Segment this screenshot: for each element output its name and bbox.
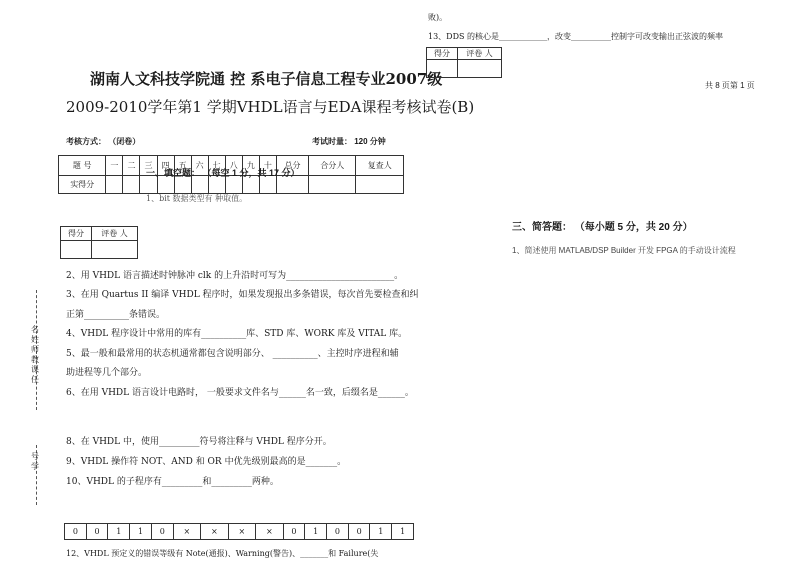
exam-time: 考试时量： 120 分钟 — [312, 137, 386, 146]
exam-method: 考核方式： （闭卷） — [66, 137, 141, 146]
page-info: 共 8 页第 1 页 — [705, 81, 755, 90]
right-grader-name-cell: 评卷 人 — [458, 48, 502, 60]
grader-name-blank[interactable] — [92, 241, 138, 259]
bit-cell: 0 — [327, 524, 349, 540]
score-header-cell: 九 — [242, 156, 259, 176]
top-fragment: 败)。 — [428, 13, 448, 22]
bit-cell: 0 — [151, 524, 173, 540]
question-13: 13、DDS 的核心是____________，改变__________控制字可改变输出正弦波的频率 — [428, 32, 724, 41]
bit-cell: × — [228, 524, 255, 540]
right-grader-box — [426, 47, 502, 78]
bit-cell: × — [256, 524, 283, 540]
bit-cell: 1 — [108, 524, 130, 540]
bit-cell: 0 — [65, 524, 87, 540]
section3-question-1: 1、简述使用 MATLAB/DSP Builder 开发 FPGA 的手动设计流程 — [512, 246, 736, 255]
section1-heading: 一、填空题： （每空 1 分，共 17 分） — [146, 168, 300, 178]
score-header-cell: 复查人 — [356, 156, 404, 176]
bit-cell: 0 — [283, 524, 305, 540]
grader-score-cell: 得分 — [61, 227, 92, 241]
title-line-2: 2009-2010学年第1 学期VHDL语言与EDA课程考核试卷(B) — [66, 98, 475, 116]
question-5-line1: 5、最一般和最常用的状态机通常都包含说明部分、 __________、主控时序进程和辅 — [66, 349, 399, 359]
score-value-cell[interactable] — [356, 176, 404, 194]
student-id-label: 号 学 — [31, 452, 39, 471]
bit-cell: 0 — [348, 524, 370, 540]
grader-box — [60, 226, 138, 259]
score-header-cell: 二 — [123, 156, 140, 176]
score-header-label: 题 号 — [59, 156, 106, 176]
bit-row — [65, 524, 414, 540]
right-grader-score-cell: 得分 — [427, 48, 458, 60]
score-value-cell[interactable] — [309, 176, 356, 194]
bit-cell: 1 — [305, 524, 327, 540]
right-grader-score-blank[interactable] — [427, 60, 458, 78]
score-header-cell: 八 — [225, 156, 242, 176]
section3-heading: 三、简答题： （每小题 5 分，共 20 分） — [512, 222, 693, 233]
bit-cell: × — [201, 524, 228, 540]
question-9: 9、VHDL 操作符 NOT、AND 和 OR 中优先级别最高的是_______。 — [66, 457, 347, 467]
bit-cell: 0 — [86, 524, 108, 540]
bit-cell: 1 — [130, 524, 152, 540]
question-8: 8、在 VHDL 中，使用_________符号将注释与 VHDL 程序分开。 — [66, 437, 332, 447]
question-6: 6、在用 VHDL 语言设计电路时， 一般要求文件名与______名一致，后缀名是______。 — [66, 388, 414, 398]
question-3-line2: 正第__________条错误。 — [66, 310, 166, 320]
question-10: 10、VHDL 的子程序有_________和_________两种。 — [66, 477, 279, 487]
score-header-cell: 七 — [208, 156, 225, 176]
bit-table — [64, 523, 414, 540]
score-header-cell: 合分人 — [309, 156, 356, 176]
question-4: 4、VHDL 程序设计中常用的库有__________库、STD 库、WORK 库及 VITAL 库。 — [66, 329, 408, 339]
score-header-cell: 六 — [191, 156, 208, 176]
score-value-cell[interactable] — [106, 176, 123, 194]
teacher-name-label: 名 姓 师教课任 — [31, 325, 39, 384]
score-value-cell[interactable] — [123, 176, 140, 194]
grader-score-blank[interactable] — [61, 241, 92, 259]
score-header-cell: 十 — [259, 156, 276, 176]
score-header-cell: 三 — [140, 156, 157, 176]
grader-name-cell: 评卷 人 — [92, 227, 138, 241]
question-12: 12、VHDL 预定义的错误等级有 Note(通报)、Warning(警告)、_______和 Failure(失 — [66, 549, 379, 558]
question-2: 2、用 VHDL 语言描述时钟脉冲 clk 的上升沿时可写为________________________。 — [66, 271, 404, 281]
score-header-cell: 一 — [106, 156, 123, 176]
score-row-label: 实得分 — [59, 176, 106, 194]
title-line-1: 湖南人文科技学院通 控 系电子信息工程专业2007级 — [90, 70, 443, 88]
bit-cell: × — [173, 524, 200, 540]
question-5-line2: 助进程等几个部分。 — [66, 368, 148, 378]
score-header-cell: 四 — [157, 156, 174, 176]
score-header-cell: 五 — [174, 156, 191, 176]
score-header-cell: 总分 — [276, 156, 308, 176]
question-1: 1、bit 数据类型有 种取值。 — [146, 194, 248, 203]
question-3-line1: 3、在用 Quartus II 编译 VHDL 程序时，如果发现报出多条错误，每次首先要检查和纠 — [66, 290, 419, 300]
bit-cell: 1 — [392, 524, 414, 540]
right-grader-name-blank[interactable] — [458, 60, 502, 78]
bit-cell: 1 — [370, 524, 392, 540]
